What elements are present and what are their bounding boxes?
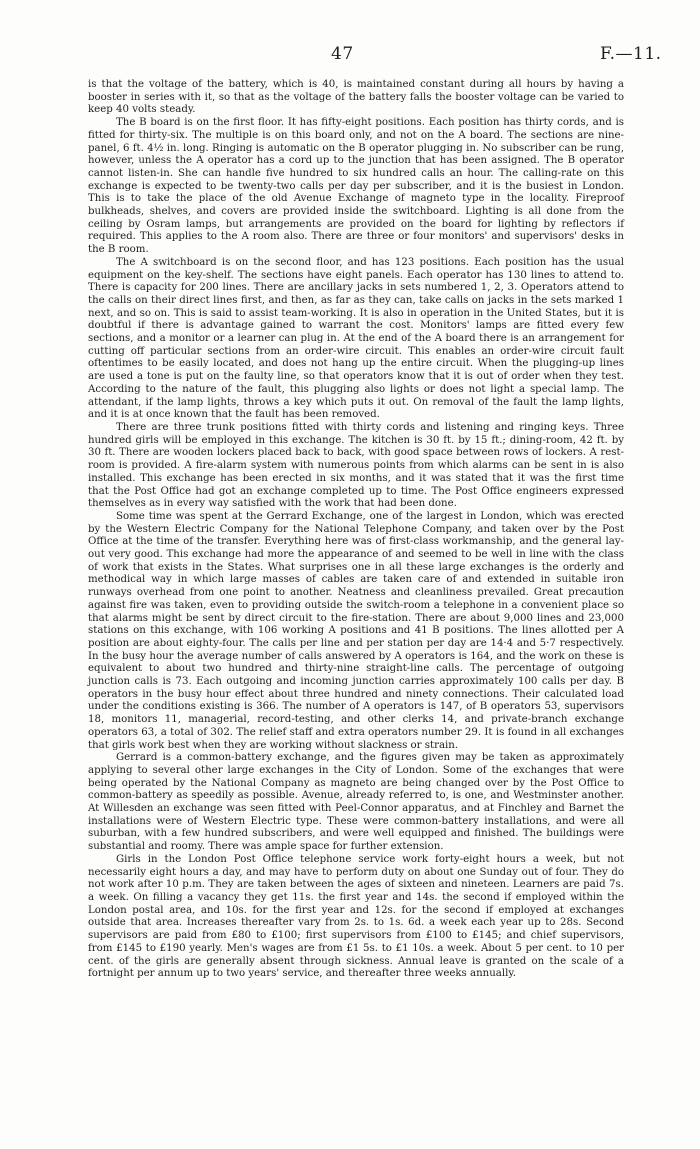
paragraph: Gerrard is a common-battery exchange, and the figures given may be taken as approximately applying to several other large exchanges in the City of London. Some of the exchanges that were being operated by the National Company as magneto are being changed over by the Post Office to common-battery as speedily as possible. Avenue, already referred to, is one, and Westminster another. At Willesden an exchange was seen fitted with Peel-Connor apparatus, and at Finchley and Barnet the installations were of Western Electric type. These were common-battery installations, and were all suburban, with a few hundred subscribers, and were well equipped and finished. The buildings were substantial and roomy. There was ample space for further extension. (88, 752, 624, 853)
paragraph: Girls in the London Post Office telephone service work forty-eight hours a week, but not necessarily eight hours a day, and may have to perform duty on about one Sunday out of four. They do not work after 10 p.m. They are taken between the ages of sixteen and nineteen. Learners are paid 7s. a week. On filling a vacancy they get 11s. the first year and 14s. the second if employed within the London postal area, and 10s. for the first year and 12s. for the second if employed at exchanges outside that area. Increases thereafter vary from 2s. to 1s. 6d. a week each year up to 28s. Second supervisors are paid from £80 to £100; first supervisors from £100 to £145; and chief supervisors, from £145 to £190 yearly. Men's wages are from £1 5s. to £1 10s. a week. About 5 per cent. to 10 per cent. of the girls are generally absent through sickness. Annual leave is granted on the scale of a fortnight per annum up to two years' service, and thereafter three weeks annually. (88, 853, 624, 980)
body-text (88, 79, 624, 981)
paragraph: is that the voltage of the battery, which is 40, is maintained constant during all hours by having a booster in series with it, so that as the voltage of the battery falls the booster voltage can be varied to keep 40 volts steady. (88, 79, 624, 116)
paragraph: The B board is on the first floor. It has fifty-eight positions. Each position has thirty cords, and is fitted for thirty-six. The multiple is on this board only, and not on the A board. The sections are nine-panel, 6 ft. 4½ in. long. Ringing is automatic on the B operator plugging in. No subscriber can be rung, however, unless the A operator has a cord up to the junction that has been assigned. The B operator cannot listen-in. She can handle five hundred to six hundred calls an hour. The calling-rate on this exchange is expected to be twenty-two calls per day per subscriber, and it is the busiest in London. This is to take the place of the old Avenue Exchange of magneto type in the locality. Fireproof bulkheads, shelves, and covers are provided inside the switchboard. Lighting is all done from the ceiling by Osram lamps, but arrangements are provided on the board for lighting by reflectors if required. This applies to the A room also. There are three or four monitors' and supervisors' desks in the B room. (88, 117, 624, 256)
paragraph: Some time was spent at the Gerrard Exchange, one of the largest in London, which was erected by the Western Electric Company for the National Telephone Company, and taken over by the Post Office at the time of the transfer. Everything here was of first-class workmanship, and the general lay-out very good. This exchange had more the appearance of and seemed to be well in line with the class of work that exists in the States. What surprises one in all these large exchanges is the orderly and methodical way in which large masses of cables are taken care of and extended in suitable iron runways overhead from one point to another. Neatness and cleanliness prevailed. Great precaution against fire was taken, even to providing outside the switch-room a telephone in a convenient place so that alarms might be sent by direct circuit to the fire-station. There are about 9,000 lines and 23,000 stations on this exchange, with 106 working A positions and 41 B positions. The lines allotted per A position are about eighty-four. The calls per line and per station per day are 14·4 and 5·7 respectively. In the busy hour the average number of calls answered by A operators is 164, and the work on these is equivalent to about two hundred and thirty-nine straight-line calls. The percentage of outgoing junction calls is 73. Each outgoing and incoming junction carries approximately 100 calls per day. B operators in the busy hour effect about three hundred and ninety connections. Their calculated load under the conditions existing is 366. The number of A operators is 147, of B operators 53, supervisors 18, monitors 11, managerial, record-testing, and other clerks 14, and private-branch exchange operators 63, a total of 302. The relief staff and extra operators number 29. It is found in all exchanges that girls work best when they are working without slackness or strain. (88, 510, 624, 751)
page-number: 47 (331, 44, 354, 64)
paragraph: There are three trunk positions fitted with thirty cords and listening and ringing keys. Three hundred girls will be employed in this exchange. The kitchen is 30 ft. by 15 ft.; dining-room, 42 ft. by 30 ft. There are wooden lockers placed back to back, with good space between rows of lockers. A rest-room is provided. A fire-alarm system with numerous points from which alarms can be sent in is also installed. This exchange has been erected in six months, and it was stated that it was the first time that the Post Office had got an exchange completed up to time. The Post Office engineers expressed themselves as in every way satisfied with the work that had been done. (88, 421, 624, 510)
page-header (0, 44, 700, 68)
series-reference: F.—11. (600, 44, 662, 64)
paragraph: The A switchboard is on the second floor, and has 123 positions. Each position has the usual equipment on the key-shelf. The sections have eight panels. Each operator has 130 lines to attend to. There is capacity for 200 lines. There are ancillary jacks in sets numbered 1, 2, 3. Operators attend to the calls on their direct lines first, and then, as far as they can, take calls on jacks in the sets marked 1 next, and so on. This is said to assist team-working. It is also in operation in the United States, but it is doubtful if there is advantage gained to warrant the cost. Monitors' lamps are fitted every few sections, and a monitor or a learner can plug in. At the end of the A board there is an arrangement for cutting off particular sections from an order-wire circuit. This enables an order-wire circuit fault oftentimes to be easily located, and does not hang up the entire circuit. When the plugging-up lines are used a tone is put on the faulty line, so that operators know that it is out of order when they test. According to the nature of the fault, this plugging also lights or does not light a special lamp. The attendant, if the lamp lights, throws a key which puts it out. On removal of the fault the lamp lights, and it is at once known that the fault has been removed. (88, 256, 624, 421)
